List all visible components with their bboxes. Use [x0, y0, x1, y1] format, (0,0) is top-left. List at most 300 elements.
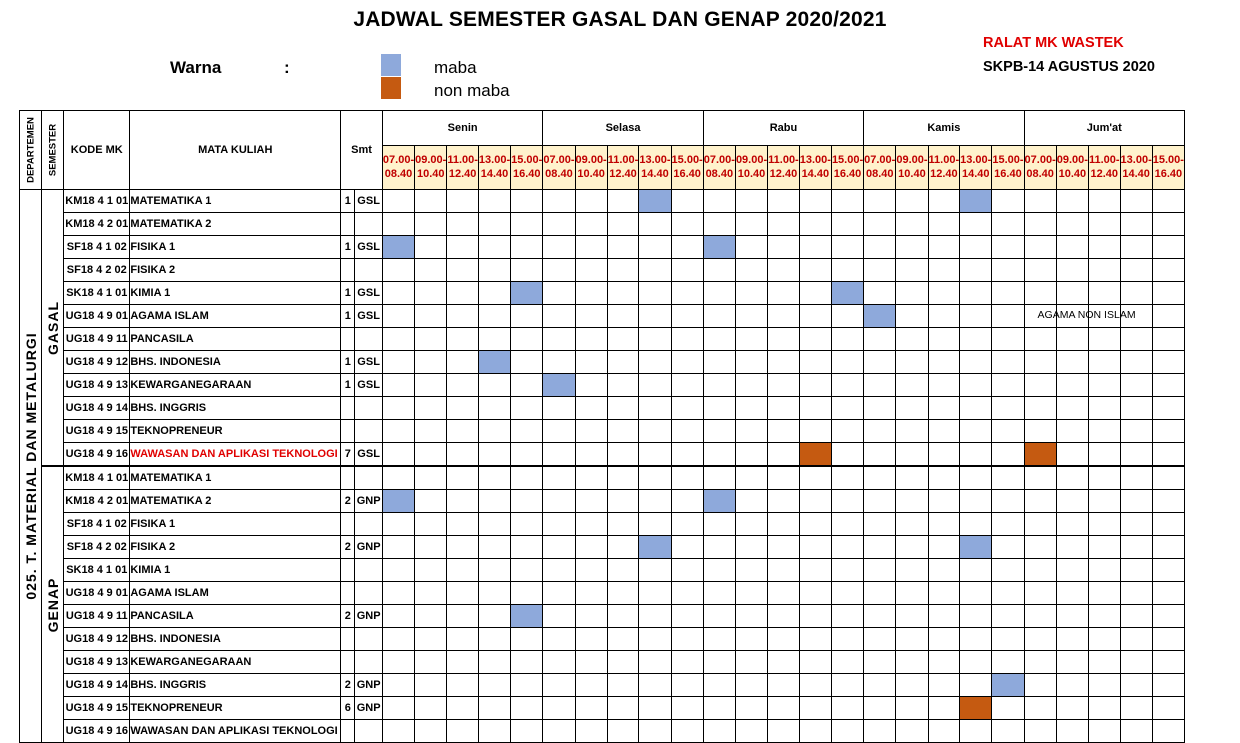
- schedule-cell: [1024, 559, 1056, 582]
- schedule-cell: [896, 628, 928, 651]
- course-code: SF18 4 1 02: [64, 513, 130, 536]
- schedule-cell: [1120, 559, 1152, 582]
- schedule-cell: [703, 236, 735, 259]
- schedule-cell: [478, 513, 510, 536]
- schedule-cell: [1056, 374, 1088, 397]
- schedule-cell: [447, 282, 479, 305]
- course-name: KEWARGANEGARAAN: [130, 651, 341, 674]
- time-slot-header: 15.00- 16.40: [1152, 145, 1184, 189]
- schedule-cell: [639, 443, 671, 467]
- schedule-cell: [1056, 536, 1088, 559]
- schedule-cell: [607, 397, 639, 420]
- day-header: Kamis: [864, 111, 1024, 146]
- course-status: GNP: [355, 697, 383, 720]
- schedule-cell: [1056, 697, 1088, 720]
- schedule-cell: [831, 351, 863, 374]
- schedule-cell: [382, 443, 414, 467]
- schedule-cell: [703, 397, 735, 420]
- table-row: [20, 259, 1185, 282]
- schedule-cell: [447, 674, 479, 697]
- schedule-cell: [768, 397, 800, 420]
- schedule-cell: [831, 536, 863, 559]
- schedule-cell: [543, 651, 575, 674]
- schedule-cell: [478, 305, 510, 328]
- course-code: UG18 4 9 01: [64, 582, 130, 605]
- course-name: WAWASAN DAN APLIKASI TEKNOLOGI: [130, 720, 341, 743]
- course-name: BHS. INDONESIA: [130, 351, 341, 374]
- schedule-cell: [447, 259, 479, 282]
- schedule-cell: [511, 305, 543, 328]
- schedule-cell: [1056, 582, 1088, 605]
- schedule-cell: [960, 651, 992, 674]
- schedule-cell: [1152, 374, 1184, 397]
- schedule-cell: [864, 305, 896, 328]
- schedule-cell: [735, 213, 767, 236]
- table-row: [20, 628, 1185, 651]
- schedule-cell: [575, 674, 607, 697]
- schedule-cell: [928, 374, 960, 397]
- schedule-cell: [575, 582, 607, 605]
- schedule-cell: [382, 720, 414, 743]
- schedule-cell: [382, 282, 414, 305]
- schedule-cell: [768, 697, 800, 720]
- time-slot-header: 09.00- 10.40: [415, 145, 447, 189]
- schedule-cell: [671, 490, 703, 513]
- course-name: PANCASILA: [130, 328, 341, 351]
- schedule-cell: [703, 559, 735, 582]
- schedule-cell: [1088, 490, 1120, 513]
- schedule-cell: [607, 536, 639, 559]
- schedule-cell: [511, 328, 543, 351]
- schedule-cell: [1120, 628, 1152, 651]
- schedule-cell: [864, 420, 896, 443]
- schedule-cell: [992, 605, 1024, 628]
- schedule-cell: [607, 351, 639, 374]
- schedule-cell: [1024, 720, 1056, 743]
- course-name: BHS. INGGRIS: [130, 397, 341, 420]
- schedule-cell: [831, 582, 863, 605]
- schedule-cell: [1056, 628, 1088, 651]
- table-row: [20, 490, 1185, 513]
- schedule-cell: [607, 513, 639, 536]
- schedule-cell: [575, 651, 607, 674]
- schedule-cell: [1024, 397, 1056, 420]
- schedule-cell: [896, 236, 928, 259]
- schedule-cell: [1056, 651, 1088, 674]
- schedule-cell: [864, 282, 896, 305]
- schedule-cell: [799, 443, 831, 467]
- course-code: UG18 4 9 13: [64, 651, 130, 674]
- schedule-cell: [607, 651, 639, 674]
- schedule-cell: [1024, 351, 1056, 374]
- course-smt: [341, 466, 355, 490]
- schedule-cell: [639, 236, 671, 259]
- schedule-cell: [671, 328, 703, 351]
- schedule-cell: [928, 305, 960, 328]
- schedule-cell: [768, 559, 800, 582]
- schedule-cell: [1152, 351, 1184, 374]
- schedule-cell: [960, 605, 992, 628]
- course-status: [355, 559, 383, 582]
- schedule-cell: [447, 351, 479, 374]
- schedule-cell: [543, 282, 575, 305]
- schedule-cell: [543, 628, 575, 651]
- schedule-cell: [382, 420, 414, 443]
- schedule-cell: [639, 351, 671, 374]
- schedule-cell: [1088, 513, 1120, 536]
- schedule-cell: [543, 190, 575, 213]
- schedule-cell: [1152, 420, 1184, 443]
- schedule-cell: [511, 282, 543, 305]
- schedule-cell: [671, 582, 703, 605]
- schedule-cell: [382, 259, 414, 282]
- schedule-cell: [447, 213, 479, 236]
- schedule-cell: [671, 466, 703, 490]
- schedule-cell: [928, 513, 960, 536]
- schedule-cell: [478, 559, 510, 582]
- course-status: GSL: [355, 374, 383, 397]
- course-code: KM18 4 1 01: [64, 190, 130, 213]
- schedule-note: AGAMA NON ISLAM: [1037, 309, 1136, 321]
- schedule-cell: [799, 559, 831, 582]
- schedule-cell: [1088, 420, 1120, 443]
- schedule-cell: [703, 351, 735, 374]
- schedule-cell: [960, 374, 992, 397]
- schedule-cell: [1088, 236, 1120, 259]
- schedule-cell: [799, 236, 831, 259]
- schedule-cell: [1120, 582, 1152, 605]
- course-code: SK18 4 1 01: [64, 282, 130, 305]
- schedule-cell: [960, 466, 992, 490]
- schedule-cell: [511, 190, 543, 213]
- schedule-cell: [1088, 374, 1120, 397]
- time-slot-header: 07.00- 08.40: [864, 145, 896, 189]
- schedule-cell: [607, 720, 639, 743]
- schedule-cell: [768, 628, 800, 651]
- schedule-cell: [1024, 213, 1056, 236]
- legend-swatch-maba: [381, 54, 401, 76]
- schedule-cell: [896, 213, 928, 236]
- schedule-cell: [478, 536, 510, 559]
- schedule-cell: [607, 420, 639, 443]
- schedule-cell: [768, 651, 800, 674]
- schedule-cell: [735, 559, 767, 582]
- schedule-cell: [992, 513, 1024, 536]
- schedule-cell: [543, 605, 575, 628]
- table-row: [20, 513, 1185, 536]
- schedule-cell: [768, 374, 800, 397]
- schedule-cell: [382, 536, 414, 559]
- schedule-cell: [639, 328, 671, 351]
- schedule-cell: [896, 466, 928, 490]
- course-smt: [341, 397, 355, 420]
- schedule-cell: [1120, 651, 1152, 674]
- schedule-cell: [831, 513, 863, 536]
- header-departemen: DEPARTEMEN: [20, 111, 42, 190]
- schedule-cell: [960, 674, 992, 697]
- schedule-cell: [575, 443, 607, 467]
- schedule-cell: [543, 513, 575, 536]
- schedule-cell: [896, 305, 928, 328]
- schedule-cell: [735, 282, 767, 305]
- schedule-cell: [960, 628, 992, 651]
- schedule-cell: [639, 697, 671, 720]
- schedule-cell: [992, 213, 1024, 236]
- schedule-cell: [415, 697, 447, 720]
- course-status: [355, 513, 383, 536]
- course-name: WAWASAN DAN APLIKASI TEKNOLOGI: [130, 443, 341, 467]
- schedule-cell: [1152, 582, 1184, 605]
- schedule-cell: [415, 490, 447, 513]
- schedule-cell: [511, 628, 543, 651]
- schedule-cell: [1120, 513, 1152, 536]
- schedule-cell: [831, 236, 863, 259]
- schedule-cell: [511, 605, 543, 628]
- schedule-cell: [607, 582, 639, 605]
- schedule-cell: [415, 420, 447, 443]
- schedule-cell: [864, 443, 896, 467]
- course-status: GSL: [355, 190, 383, 213]
- schedule-cell: [703, 490, 735, 513]
- schedule-cell: [1088, 397, 1120, 420]
- course-status: [355, 420, 383, 443]
- schedule-cell: [1120, 351, 1152, 374]
- time-slot-header: 07.00- 08.40: [1024, 145, 1056, 189]
- schedule-cell: [896, 605, 928, 628]
- schedule-table: [19, 110, 1185, 743]
- schedule-cell: [382, 190, 414, 213]
- schedule-cell: [607, 674, 639, 697]
- schedule-cell: [992, 674, 1024, 697]
- schedule-cell: [511, 651, 543, 674]
- time-slot-header: 11.00- 12.40: [447, 145, 479, 189]
- schedule-cell: [639, 605, 671, 628]
- schedule-cell: [768, 443, 800, 467]
- schedule-cell: [703, 328, 735, 351]
- course-status: GSL: [355, 351, 383, 374]
- schedule-cell: [447, 697, 479, 720]
- schedule-cell: [415, 720, 447, 743]
- schedule-cell: [415, 513, 447, 536]
- schedule-cell: [928, 466, 960, 490]
- schedule-cell: [382, 697, 414, 720]
- schedule-cell: [1024, 236, 1056, 259]
- schedule-cell: [511, 536, 543, 559]
- schedule-cell: [831, 190, 863, 213]
- schedule-cell: [799, 720, 831, 743]
- course-name: KIMIA 1: [130, 559, 341, 582]
- schedule-cell: [639, 374, 671, 397]
- schedule-cell: [735, 628, 767, 651]
- schedule-cell: [768, 190, 800, 213]
- schedule-cell: [928, 397, 960, 420]
- course-name: MATEMATIKA 1: [130, 466, 341, 490]
- course-smt: [341, 213, 355, 236]
- course-smt: 1: [341, 351, 355, 374]
- schedule-cell: [992, 420, 1024, 443]
- schedule-cell: [1152, 490, 1184, 513]
- schedule-cell: [447, 236, 479, 259]
- schedule-cell: [639, 651, 671, 674]
- schedule-cell: [928, 259, 960, 282]
- schedule-cell: [1024, 697, 1056, 720]
- schedule-cell: [575, 420, 607, 443]
- schedule-cell: [543, 328, 575, 351]
- time-slot-header: 15.00- 16.40: [511, 145, 543, 189]
- course-code: SF18 4 2 02: [64, 259, 130, 282]
- schedule-cell: [703, 213, 735, 236]
- schedule-cell: [992, 697, 1024, 720]
- schedule-cell: [992, 628, 1024, 651]
- table-row: [20, 720, 1185, 743]
- schedule-cell: [543, 351, 575, 374]
- schedule-cell: [1024, 651, 1056, 674]
- schedule-cell: [447, 397, 479, 420]
- schedule-cell: [735, 236, 767, 259]
- schedule-cell: [799, 605, 831, 628]
- schedule-cell: [671, 236, 703, 259]
- schedule-cell: [1056, 720, 1088, 743]
- schedule-cell: [447, 628, 479, 651]
- schedule-cell: [575, 513, 607, 536]
- schedule-cell: [511, 674, 543, 697]
- course-status: [355, 628, 383, 651]
- schedule-cell: [478, 328, 510, 351]
- schedule-cell: [1088, 651, 1120, 674]
- schedule-cell: [447, 513, 479, 536]
- course-status: [355, 213, 383, 236]
- course-name: KIMIA 1: [130, 282, 341, 305]
- schedule-cell: [543, 213, 575, 236]
- schedule-cell: [1120, 328, 1152, 351]
- schedule-cell: [960, 328, 992, 351]
- schedule-cell: [1024, 443, 1056, 467]
- schedule-cell: [799, 397, 831, 420]
- schedule-cell: [607, 490, 639, 513]
- schedule-cell: [607, 305, 639, 328]
- course-smt: [341, 651, 355, 674]
- schedule-cell: [992, 559, 1024, 582]
- course-name: BHS. INDONESIA: [130, 628, 341, 651]
- schedule-cell: [1088, 697, 1120, 720]
- schedule-cell: [639, 282, 671, 305]
- schedule-cell: [671, 674, 703, 697]
- schedule-cell: [896, 582, 928, 605]
- schedule-cell: [799, 697, 831, 720]
- schedule-cell: [960, 259, 992, 282]
- time-slot-header: 09.00- 10.40: [735, 145, 767, 189]
- schedule-cell: [511, 374, 543, 397]
- schedule-cell: [447, 190, 479, 213]
- schedule-cell: [735, 674, 767, 697]
- schedule-cell: [896, 397, 928, 420]
- schedule-cell: [831, 282, 863, 305]
- schedule-cell: [831, 328, 863, 351]
- schedule-cell: [415, 651, 447, 674]
- schedule-cell: [735, 443, 767, 467]
- schedule-cell: [543, 466, 575, 490]
- schedule-cell: [478, 443, 510, 467]
- schedule-cell: [671, 282, 703, 305]
- schedule-cell: [928, 213, 960, 236]
- schedule-cell: [1152, 282, 1184, 305]
- schedule-cell: [382, 582, 414, 605]
- schedule-cell: [1120, 397, 1152, 420]
- course-status: GNP: [355, 490, 383, 513]
- schedule-cell: [703, 443, 735, 467]
- semester-cell: GASAL: [42, 190, 64, 467]
- schedule-cell: [543, 674, 575, 697]
- schedule-cell: [831, 374, 863, 397]
- schedule-cell: [639, 513, 671, 536]
- time-slot-header: 13.00- 14.40: [639, 145, 671, 189]
- course-code: UG18 4 9 14: [64, 674, 130, 697]
- schedule-cell: [992, 351, 1024, 374]
- schedule-cell: [864, 674, 896, 697]
- schedule-cell: [415, 282, 447, 305]
- time-slot-header: 13.00- 14.40: [960, 145, 992, 189]
- schedule-cell: [960, 720, 992, 743]
- course-status: GNP: [355, 674, 383, 697]
- schedule-cell: [1152, 513, 1184, 536]
- schedule-cell: [1152, 213, 1184, 236]
- course-status: GSL: [355, 236, 383, 259]
- schedule-cell: [382, 328, 414, 351]
- schedule-cell: [992, 720, 1024, 743]
- schedule-cell: [992, 397, 1024, 420]
- day-header: Selasa: [543, 111, 703, 146]
- schedule-cell: [1056, 513, 1088, 536]
- schedule-cell: [671, 720, 703, 743]
- schedule-cell: [382, 651, 414, 674]
- schedule-cell: [575, 259, 607, 282]
- schedule-cell: [511, 213, 543, 236]
- schedule-cell: [543, 374, 575, 397]
- course-name: TEKNOPRENEUR: [130, 697, 341, 720]
- schedule-cell: [575, 466, 607, 490]
- course-smt: 2: [341, 490, 355, 513]
- schedule-cell: [671, 374, 703, 397]
- schedule-cell: [1088, 213, 1120, 236]
- schedule-cell: [864, 259, 896, 282]
- course-code: SF18 4 2 02: [64, 536, 130, 559]
- course-name: MATEMATIKA 1: [130, 190, 341, 213]
- time-slot-header: 15.00- 16.40: [671, 145, 703, 189]
- schedule-cell: [703, 282, 735, 305]
- schedule-cell: [639, 720, 671, 743]
- table-row: [20, 582, 1185, 605]
- schedule-cell: [703, 305, 735, 328]
- schedule-cell: [768, 513, 800, 536]
- course-name: AGAMA ISLAM: [130, 582, 341, 605]
- schedule-cell: [575, 282, 607, 305]
- schedule-cell: [478, 374, 510, 397]
- schedule-cell: [831, 443, 863, 467]
- schedule-cell: [831, 490, 863, 513]
- schedule-cell: [511, 720, 543, 743]
- schedule-cell: [1120, 236, 1152, 259]
- schedule-cell: [1056, 559, 1088, 582]
- time-slot-header: 07.00- 08.40: [382, 145, 414, 189]
- course-name: MATEMATIKA 2: [130, 213, 341, 236]
- schedule-cell: [511, 420, 543, 443]
- schedule-cell: [896, 351, 928, 374]
- schedule-cell: [1088, 328, 1120, 351]
- schedule-cell: [831, 466, 863, 490]
- course-status: GSL: [355, 282, 383, 305]
- course-name: FISIKA 1: [130, 236, 341, 259]
- schedule-cell: [1088, 536, 1120, 559]
